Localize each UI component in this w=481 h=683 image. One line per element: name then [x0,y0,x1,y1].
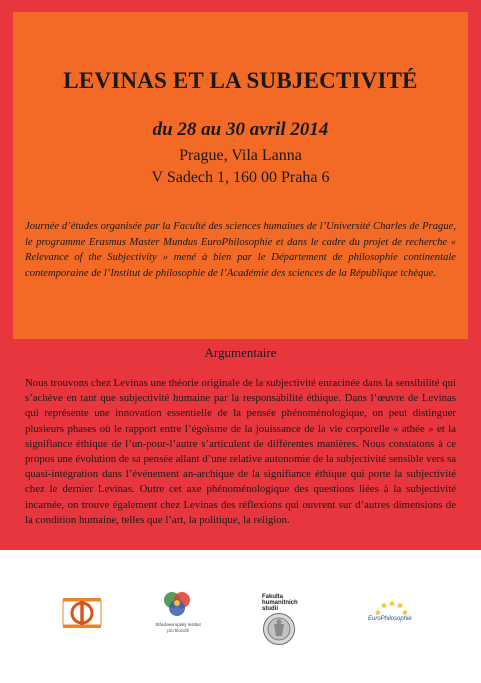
intro-paragraph: Journée d’études organisée par la Faculté des sciences humaines de l’Université Charles de Prague, le programme Erasmus Master Mundus EuroPhilosophie et dans le cadre du projet de recherche « Relevance of the Subjectivity » mené à bien par le Département de philosophie continentale contemporaine de l’Institut de philosophie de l’Académie des sciences de la République tchèque. [25,221,456,279]
europhilosophie-logo [362,598,422,628]
faculty-caption-3: studií [262,606,278,612]
central-european-caption-2: pro filozofii [167,628,189,633]
address: V Sadech 1, 160 00 Praha 6 [151,169,330,186]
event-location [0,145,481,189]
faculty-caption-1: Fakulta [262,594,284,600]
logo-footer [0,550,481,683]
event-dates: du 28 au 30 avril 2014 [152,119,329,140]
central-european-institute-logo [162,590,192,618]
argumentaire-heading: Argumentaire [204,345,277,360]
central-european-caption-1: Středoevropský institut [155,622,201,627]
venue: Prague, Vila Lanna [179,147,302,164]
page-title: LEVINAS ET LA SUBJECTIVITÉ [63,68,418,93]
institute-of-philosophy-logo [62,596,102,630]
faculty-seal-logo [262,612,296,646]
europhilosophie-caption: EuroPhilosophie [368,616,412,622]
argumentaire-text: Nous trouvons chez Levinas une théorie originale de la subjectivité enracinée dans la sensibilité qui s’achève en tant que subjectivité humaine par la responsabilité éthique. Dans l’œuvre de Levinas qui représente une innovation essentielle de la pensée phénoménologique, on peut distinguer plusieurs phases où le rapport entre l’égoïsme de la jouissance de la vie corporelle « athée » et la signifiance éthique de l’un-pour-l’autre s’articulent de différentes manières. Nous constatons à ce propos une évolution de sa pensée allant d’une relative autonomie de la subjectivité sensible vers sa quasi-intégration dans l’événement an-archique de la signifiance éthique qui porte la subjectivité chez le dernier Levinas. Outre cet axe phénoménologique des questions liées à la subjectivité incarnée, on trouve également chez Levinas des réflexions qui ouvrent sur d’autres dimensions de la condition humaine, telles que l’art, la politique, la religion. [25,377,456,526]
faculty-caption-2: humanitních [262,600,298,606]
